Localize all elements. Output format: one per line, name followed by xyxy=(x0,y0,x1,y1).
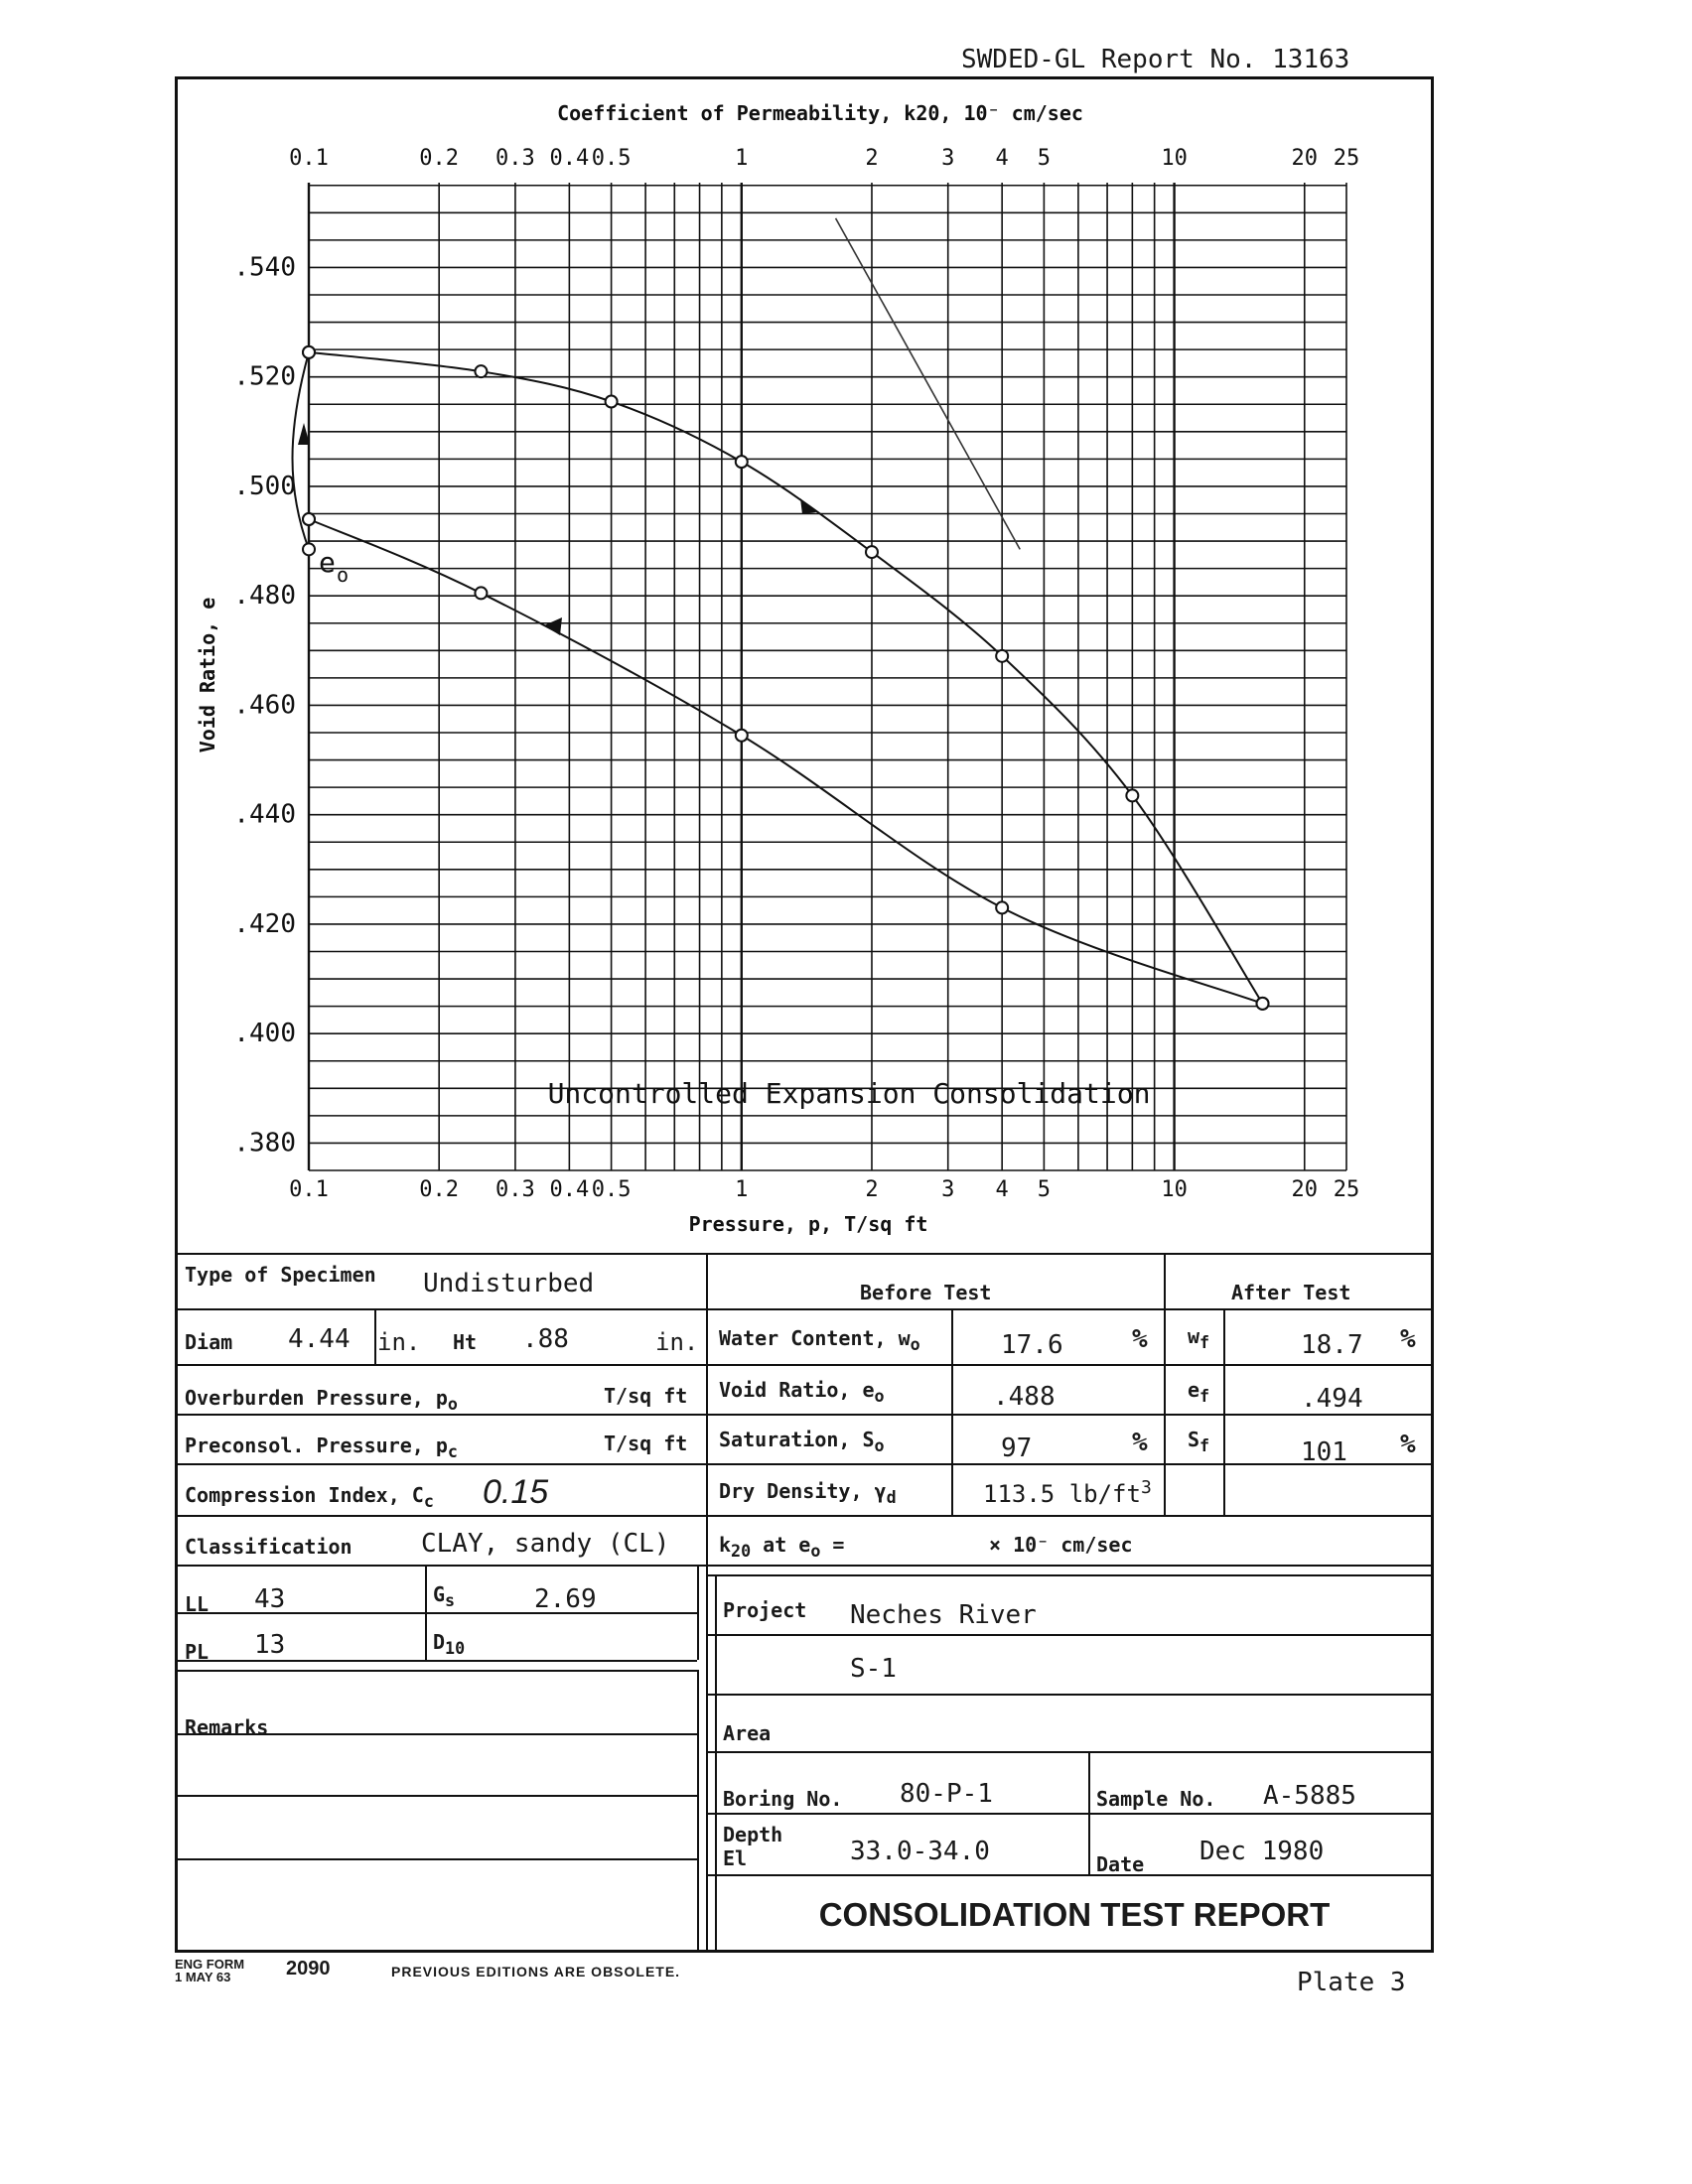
project-line2: S-1 xyxy=(850,1654,897,1684)
boring-label: Boring No. xyxy=(723,1787,843,1811)
row-divider xyxy=(706,1574,1434,1576)
preconsol-unit: T/sq ft xyxy=(604,1432,688,1455)
row-divider xyxy=(175,1612,697,1614)
el-label: El xyxy=(723,1846,748,1870)
col-divider xyxy=(951,1308,953,1515)
y-tick-label: .540 xyxy=(233,252,296,283)
data-point xyxy=(303,513,315,525)
dry-density-value: 113.5 $lb/ft^3$ xyxy=(983,1477,1152,1508)
top-tick-label: 20 xyxy=(1291,146,1319,171)
saturation-pct: % xyxy=(1132,1428,1148,1457)
preconsol-label: Preconsol. Pressure, $p_c$ xyxy=(185,1433,458,1461)
top-tick-label: 2 xyxy=(865,146,879,171)
type-of-specimen-label: Type of Specimen xyxy=(185,1263,376,1287)
ll-value: 43 xyxy=(254,1584,286,1614)
data-point xyxy=(736,730,748,742)
e0-label: e xyxy=(319,546,336,579)
sf-pct: % xyxy=(1400,1430,1416,1459)
top-tick-label: 0.3 xyxy=(495,146,535,171)
y-tick-label: .420 xyxy=(233,908,296,939)
x-tick-label: 1 xyxy=(735,1177,749,1202)
x-tick-label: 4 xyxy=(995,1177,1009,1202)
col-divider xyxy=(374,1308,376,1364)
row-divider xyxy=(706,1634,1434,1636)
col-divider xyxy=(1223,1308,1225,1515)
project-value: Neches River xyxy=(850,1600,1037,1630)
y-tick-label: .500 xyxy=(233,471,296,501)
sf-label: $S_f$ xyxy=(1188,1428,1210,1455)
ef-value: .494 xyxy=(1301,1384,1363,1414)
top-tick-label: 0.5 xyxy=(591,146,632,171)
col-divider xyxy=(697,1565,699,1660)
classification-value: CLAY, sandy (CL) xyxy=(421,1529,670,1559)
pl-value: 13 xyxy=(254,1630,286,1660)
table-center-divider xyxy=(706,1253,708,1953)
top-tick-label: 1 xyxy=(735,146,749,171)
row-divider xyxy=(175,1364,706,1366)
compression-index-value: 0.15 xyxy=(483,1473,549,1511)
row-divider xyxy=(175,1515,706,1517)
top-tick-label: 3 xyxy=(941,146,955,171)
depth-label: Depth xyxy=(723,1823,783,1846)
row-divider xyxy=(175,1463,706,1465)
y-tick-label: .460 xyxy=(233,690,296,721)
x-tick-label: 2 xyxy=(865,1177,879,1202)
unloading-curve xyxy=(309,519,1263,1004)
plate-number: Plate 3 xyxy=(1297,1968,1406,1997)
y-tick-label: .400 xyxy=(233,1019,296,1049)
y-tick-label: .480 xyxy=(233,581,296,612)
x-tick-label: 3 xyxy=(941,1177,955,1202)
x-tick-label: 20 xyxy=(1291,1177,1319,1202)
col-divider xyxy=(1164,1465,1166,1515)
e0-subscript: o xyxy=(337,563,350,587)
table-top-line xyxy=(175,1253,1434,1255)
y-tick-label: .520 xyxy=(233,361,296,392)
classification-label: Classification xyxy=(185,1535,352,1559)
area-label: Area xyxy=(723,1721,772,1745)
row-divider xyxy=(175,1308,706,1310)
chart-title: Uncontrolled Expansion Consolidation xyxy=(547,1077,1151,1110)
data-point xyxy=(1257,998,1269,1010)
y-tick-label: .380 xyxy=(233,1128,296,1159)
top-tick-label: 10 xyxy=(1161,146,1188,171)
after-test-header: After Test xyxy=(1231,1281,1351,1304)
x-tick-label: 0.1 xyxy=(289,1177,329,1202)
row-divider xyxy=(175,1660,697,1662)
row-divider xyxy=(706,1364,1434,1366)
top-tick-label: 5 xyxy=(1037,146,1052,171)
x-tick-label: 0.4 xyxy=(549,1177,590,1202)
top-tick-label: 25 xyxy=(1333,146,1360,171)
boring-value: 80-P-1 xyxy=(900,1779,993,1809)
row-divider xyxy=(175,1414,706,1416)
date-value: Dec 1980 xyxy=(1199,1837,1325,1866)
k20-label: $k_{20}$ at $e_o$ = xyxy=(719,1533,845,1561)
y-axis-label: Void Ratio, e xyxy=(196,597,219,753)
ht-unit: in. xyxy=(655,1328,699,1356)
col-divider xyxy=(1088,1751,1090,1874)
diam-unit: in. xyxy=(377,1328,421,1356)
water-content-label: Water Content, $w_o$ xyxy=(719,1326,920,1354)
depth-value: 33.0-34.0 xyxy=(850,1837,990,1866)
gs-value: 2.69 xyxy=(534,1584,597,1614)
eng-form-label: ENG FORM 1 MAY 63 xyxy=(175,1957,245,1984)
diam-label: Diam xyxy=(185,1330,233,1354)
x-tick-label: 0.2 xyxy=(419,1177,460,1202)
pl-label: PL xyxy=(185,1640,210,1664)
row-divider xyxy=(706,1751,1434,1753)
report-number: SWDED-GL Report No. 13163 xyxy=(961,45,1350,74)
row-divider xyxy=(175,1795,697,1797)
type-of-specimen-value: Undisturbed xyxy=(423,1269,595,1298)
gs-label: $G_s$ xyxy=(433,1582,456,1610)
data-point xyxy=(866,546,878,558)
col-divider xyxy=(1164,1253,1166,1465)
row-divider xyxy=(175,1565,706,1567)
row-divider xyxy=(706,1874,1434,1876)
diam-value: 4.44 xyxy=(288,1324,351,1354)
ll-label: LL xyxy=(185,1592,210,1616)
arrow-loading xyxy=(800,498,816,514)
data-point xyxy=(996,901,1008,913)
compression-index-label: Compression Index, $C_c$ xyxy=(185,1483,434,1511)
x-axis-label: Pressure, p, T/sq ft xyxy=(688,1212,928,1236)
x-tick-label: 5 xyxy=(1037,1177,1052,1202)
top-tick-label: 4 xyxy=(995,146,1009,171)
row-divider xyxy=(706,1308,1434,1310)
arrow-unloading xyxy=(544,617,562,635)
overburden-label: Overburden Pressure, $p_o$ xyxy=(185,1386,458,1414)
date-label: Date xyxy=(1096,1852,1145,1876)
data-point xyxy=(606,395,618,407)
x-tick-label: 25 xyxy=(1333,1177,1360,1202)
void-ratio-label: Void Ratio, $e_o$ xyxy=(719,1378,885,1406)
ht-label: Ht xyxy=(453,1330,478,1354)
row-divider xyxy=(706,1565,1434,1567)
data-point xyxy=(303,346,315,358)
wf-label: $w_f$ xyxy=(1188,1324,1210,1352)
x-tick-label: 0.5 xyxy=(591,1177,632,1202)
chart-grid xyxy=(309,183,1346,1170)
sample-value: A-5885 xyxy=(1263,1781,1356,1811)
overburden-unit: T/sq ft xyxy=(604,1384,688,1408)
eng-form-number: 2090 xyxy=(286,1958,331,1979)
y-tick-label: .440 xyxy=(233,799,296,830)
row-divider xyxy=(706,1515,1434,1517)
row-divider xyxy=(175,1670,697,1672)
top-tick-label: 0.1 xyxy=(289,146,329,171)
ht-value: .88 xyxy=(522,1324,569,1354)
report-title: CONSOLIDATION TEST REPORT xyxy=(818,1896,1331,1933)
wf-value: 18.7 xyxy=(1301,1330,1363,1360)
row-divider xyxy=(175,1858,697,1860)
row-divider xyxy=(706,1813,1434,1815)
x-tick-label: 0.3 xyxy=(495,1177,535,1202)
top-tick-label: 0.4 xyxy=(549,146,590,171)
top-tick-label: 0.2 xyxy=(419,146,460,171)
remarks-label: Remarks xyxy=(185,1715,269,1739)
before-test-header: Before Test xyxy=(860,1281,992,1304)
sf-value: 101 xyxy=(1301,1437,1347,1467)
data-point xyxy=(1126,789,1138,801)
row-divider xyxy=(706,1694,1434,1696)
sample-label: Sample No. xyxy=(1096,1787,1216,1811)
row-divider xyxy=(706,1414,1434,1416)
ef-label: $e_f$ xyxy=(1188,1378,1210,1406)
data-point xyxy=(475,587,487,599)
water-content-value: 17.6 xyxy=(1001,1330,1063,1360)
data-point xyxy=(475,365,487,377)
k20-unit: × 10⁻ cm/sec xyxy=(989,1533,1133,1557)
saturation-value: 97 xyxy=(1001,1433,1033,1463)
saturation-label: Saturation, $S_o$ xyxy=(719,1428,885,1455)
dry-density-label: Dry Density, $\gamma_d$ xyxy=(719,1479,897,1507)
data-point xyxy=(736,456,748,468)
col-divider xyxy=(697,1670,699,1953)
obsolete-notice: PREVIOUS EDITIONS ARE OBSOLETE. xyxy=(391,1964,681,1979)
void-ratio-value: .488 xyxy=(993,1382,1056,1412)
d10-label: $D_{10}$ xyxy=(433,1630,466,1658)
project-label: Project xyxy=(723,1598,807,1622)
top-axis-label: Coefficient of Permeability, k20, 10⁻ cm/sec xyxy=(557,101,1083,125)
chart-labels xyxy=(196,101,1359,1236)
data-point xyxy=(996,650,1008,662)
wf-pct: % xyxy=(1400,1324,1416,1354)
col-divider xyxy=(425,1565,427,1660)
data-point xyxy=(303,543,315,555)
x-tick-label: 10 xyxy=(1161,1177,1188,1202)
water-content-pct: % xyxy=(1132,1324,1148,1354)
